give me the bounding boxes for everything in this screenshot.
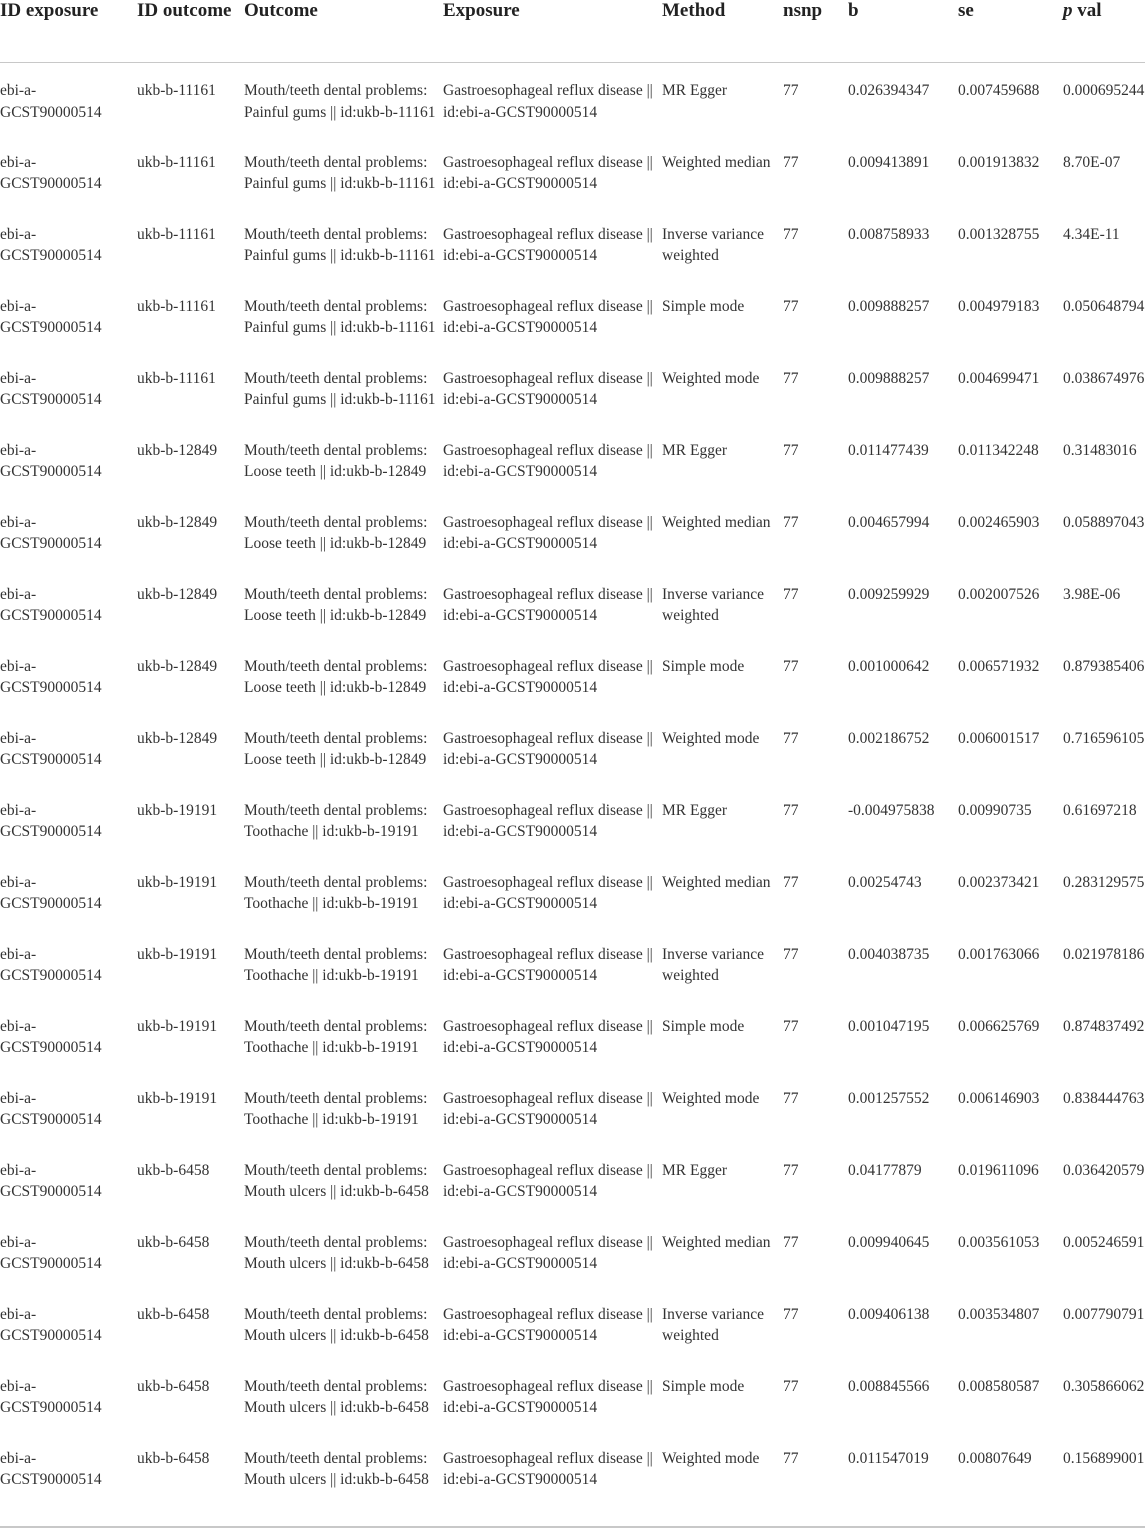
cell-outcome: Mouth/teeth dental problems: Loose teeth || id:ukb-b-12849 [244, 441, 428, 480]
cell-b: 0.011547019 [848, 1449, 929, 1467]
cell-outcome: Mouth/teeth dental problems: Painful gums || id:ukb-b-11161 [244, 297, 436, 336]
cell-id-outcome: ukb-b-6458 [137, 1449, 210, 1467]
table-row [0, 152, 1145, 224]
table-row [0, 1304, 1145, 1376]
header-id-outcome: ID outcome [137, 0, 244, 63]
cell-id-exposure: ebi-a-GCST90000514 [0, 1377, 102, 1416]
cell-outcome: Mouth/teeth dental problems: Painful gums || id:ukb-b-11161 [244, 369, 436, 408]
header-p-val [1063, 0, 1145, 63]
table-bottom-rule [0, 1526, 1145, 1528]
table-row [0, 872, 1145, 944]
cell-exposure: Gastroesophageal reflux disease || id:ebi-a-GCST90000514 [443, 1161, 653, 1200]
cell-id-exposure: ebi-a-GCST90000514 [0, 945, 102, 984]
cell-p-val: 0.879385406 [1063, 657, 1145, 675]
cell-outcome: Mouth/teeth dental problems: Toothache || id:ukb-b-19191 [244, 1017, 428, 1056]
cell-nsnp: 77 [783, 585, 799, 603]
cell-outcome: Mouth/teeth dental problems: Loose teeth || id:ukb-b-12849 [244, 657, 428, 696]
cell-outcome: Mouth/teeth dental problems: Painful gums || id:ukb-b-11161 [244, 82, 436, 121]
cell-outcome: Mouth/teeth dental problems: Mouth ulcers || id:ukb-b-6458 [244, 1377, 429, 1416]
cell-se: 0.002007526 [958, 585, 1040, 603]
table-row [0, 944, 1145, 1016]
cell-method: Inverse variance weighted [662, 585, 764, 624]
header-nsnp: nsnp [783, 0, 848, 63]
cell-id-outcome: ukb-b-19191 [137, 873, 218, 891]
cell-b: 0.009413891 [848, 153, 930, 171]
cell-method: Inverse variance weighted [662, 1305, 764, 1344]
table-body [0, 63, 1145, 1520]
header-method: Method [662, 0, 783, 63]
cell-exposure: Gastroesophageal reflux disease || id:ebi-a-GCST90000514 [443, 225, 653, 264]
table-row [0, 1232, 1145, 1304]
cell-se: 0.004979183 [958, 297, 1040, 315]
cell-nsnp: 77 [783, 873, 799, 891]
cell-method: Weighted median [662, 1233, 771, 1251]
cell-exposure: Gastroesophageal reflux disease || id:ebi-a-GCST90000514 [443, 657, 653, 696]
table-header [0, 0, 1145, 63]
cell-b: 0.00254743 [848, 873, 922, 891]
cell-exposure: Gastroesophageal reflux disease || id:ebi-a-GCST90000514 [443, 873, 653, 912]
cell-id-outcome: ukb-b-6458 [137, 1233, 210, 1251]
cell-id-outcome: ukb-b-19191 [137, 801, 218, 819]
cell-exposure: Gastroesophageal reflux disease || id:ebi-a-GCST90000514 [443, 1449, 653, 1488]
cell-b: 0.001257552 [848, 1089, 930, 1107]
cell-se: 0.001763066 [958, 945, 1040, 963]
cell-id-exposure: ebi-a-GCST90000514 [0, 873, 102, 912]
cell-outcome: Mouth/teeth dental problems: Toothache || id:ukb-b-19191 [244, 801, 428, 840]
cell-b: 0.008758933 [848, 225, 930, 243]
header-b: b [848, 0, 958, 63]
cell-se: 0.006571932 [958, 657, 1040, 675]
cell-id-exposure: ebi-a-GCST90000514 [0, 729, 102, 768]
cell-nsnp: 77 [783, 657, 799, 675]
table-row [0, 512, 1145, 584]
table-row [0, 63, 1145, 152]
cell-id-exposure: ebi-a-GCST90000514 [0, 1305, 102, 1344]
cell-p-val: 0.283129575 [1063, 873, 1145, 891]
table-row [0, 440, 1145, 512]
cell-b: 0.002186752 [848, 729, 930, 747]
cell-id-outcome: ukb-b-12849 [137, 657, 218, 675]
cell-nsnp: 77 [783, 945, 799, 963]
cell-method: MR Egger [662, 82, 728, 99]
cell-nsnp: 77 [783, 1017, 799, 1035]
cell-p-val: 0.036420579 [1063, 1161, 1145, 1179]
cell-se: 0.008580587 [958, 1377, 1040, 1395]
cell-b: 0.009888257 [848, 369, 930, 387]
cell-exposure: Gastroesophageal reflux disease || id:ebi-a-GCST90000514 [443, 513, 653, 552]
cell-p-val: 0.038674976 [1063, 369, 1145, 387]
header-id-exposure: ID exposure [0, 0, 137, 63]
cell-id-exposure: ebi-a-GCST90000514 [0, 297, 102, 336]
cell-id-exposure: ebi-a-GCST90000514 [0, 1089, 102, 1128]
cell-id-outcome: ukb-b-6458 [137, 1161, 210, 1179]
cell-id-outcome: ukb-b-6458 [137, 1377, 210, 1395]
cell-b: 0.026394347 [848, 82, 930, 99]
cell-p-val: 3.98E-06 [1063, 585, 1121, 603]
cell-se: 0.006625769 [958, 1017, 1040, 1035]
cell-b: 0.001000642 [848, 657, 930, 675]
cell-exposure: Gastroesophageal reflux disease || id:ebi-a-GCST90000514 [443, 1089, 653, 1128]
cell-b: -0.004975838 [848, 801, 935, 819]
cell-id-outcome: ukb-b-6458 [137, 1305, 210, 1323]
table-row [0, 224, 1145, 296]
cell-nsnp: 77 [783, 82, 799, 99]
cell-b: 0.001047195 [848, 1017, 930, 1035]
cell-method: Weighted mode [662, 369, 760, 387]
table-row [0, 584, 1145, 656]
table-row [0, 296, 1145, 368]
cell-id-outcome: ukb-b-11161 [137, 153, 216, 171]
cell-exposure: Gastroesophageal reflux disease || id:ebi-a-GCST90000514 [443, 153, 653, 192]
cell-exposure: Gastroesophageal reflux disease || id:ebi-a-GCST90000514 [443, 441, 653, 480]
cell-nsnp: 77 [783, 297, 799, 315]
cell-method: Weighted median [662, 873, 771, 891]
cell-nsnp: 77 [783, 801, 799, 819]
cell-se: 0.003561053 [958, 1233, 1040, 1251]
cell-se: 0.001328755 [958, 225, 1040, 243]
cell-se: 0.001913832 [958, 153, 1040, 171]
cell-method: MR Egger [662, 1161, 728, 1179]
cell-p-val: 0.305866062 [1063, 1377, 1145, 1395]
cell-method: MR Egger [662, 801, 728, 819]
cell-exposure: Gastroesophageal reflux disease || id:ebi-a-GCST90000514 [443, 1017, 653, 1056]
cell-id-outcome: ukb-b-19191 [137, 945, 218, 963]
cell-b: 0.011477439 [848, 441, 929, 459]
cell-b: 0.009940645 [848, 1233, 930, 1251]
cell-exposure: Gastroesophageal reflux disease || id:ebi-a-GCST90000514 [443, 1305, 653, 1344]
cell-b: 0.04177879 [848, 1161, 922, 1179]
cell-id-outcome: ukb-b-12849 [137, 585, 218, 603]
cell-id-outcome: ukb-b-11161 [137, 225, 216, 243]
cell-nsnp: 77 [783, 1161, 799, 1179]
cell-p-val: 0.050648794 [1063, 297, 1145, 315]
cell-id-outcome: ukb-b-11161 [137, 297, 216, 315]
header-p-italic: p [1063, 0, 1073, 21]
cell-method: Simple mode [662, 657, 745, 675]
cell-nsnp: 77 [783, 1449, 799, 1467]
cell-nsnp: 77 [783, 1377, 799, 1395]
cell-id-outcome: ukb-b-12849 [137, 441, 218, 459]
cell-outcome: Mouth/teeth dental problems: Loose teeth || id:ukb-b-12849 [244, 513, 428, 552]
header-outcome: Outcome [244, 0, 443, 63]
table-row [0, 728, 1145, 800]
table-row [0, 1016, 1145, 1088]
cell-id-exposure: ebi-a-GCST90000514 [0, 82, 102, 121]
cell-exposure: Gastroesophageal reflux disease || id:ebi-a-GCST90000514 [443, 945, 653, 984]
header-exposure: Exposure [443, 0, 662, 63]
header-val-text: val [1077, 0, 1102, 21]
cell-method: Weighted mode [662, 1089, 760, 1107]
cell-b: 0.009259929 [848, 585, 930, 603]
cell-p-val: 0.007790791 [1063, 1305, 1145, 1323]
cell-id-exposure: ebi-a-GCST90000514 [0, 801, 102, 840]
cell-p-val: 0.005246591 [1063, 1233, 1145, 1251]
cell-p-val: 0.000695244 [1063, 82, 1145, 99]
cell-outcome: Mouth/teeth dental problems: Toothache || id:ukb-b-19191 [244, 1089, 428, 1128]
cell-method: Simple mode [662, 1017, 745, 1035]
cell-outcome: Mouth/teeth dental problems: Mouth ulcers || id:ukb-b-6458 [244, 1305, 429, 1344]
cell-outcome: Mouth/teeth dental problems: Toothache || id:ukb-b-19191 [244, 873, 428, 912]
cell-se: 0.00990735 [958, 801, 1032, 819]
table-row [0, 1376, 1145, 1448]
cell-se: 0.006001517 [958, 729, 1040, 747]
cell-nsnp: 77 [783, 369, 799, 387]
cell-id-outcome: ukb-b-19191 [137, 1017, 218, 1035]
cell-p-val: 0.874837492 [1063, 1017, 1145, 1035]
table-row [0, 1160, 1145, 1232]
cell-se: 0.003534807 [958, 1305, 1040, 1323]
cell-id-exposure: ebi-a-GCST90000514 [0, 513, 102, 552]
cell-exposure: Gastroesophageal reflux disease || id:ebi-a-GCST90000514 [443, 369, 653, 408]
cell-b: 0.004657994 [848, 513, 930, 531]
cell-outcome: Mouth/teeth dental problems: Loose teeth || id:ukb-b-12849 [244, 729, 428, 768]
cell-p-val: 4.34E-11 [1063, 225, 1120, 243]
cell-method: Inverse variance weighted [662, 225, 764, 264]
header-se: se [958, 0, 1063, 63]
cell-b: 0.009888257 [848, 297, 930, 315]
cell-outcome: Mouth/teeth dental problems: Mouth ulcers || id:ukb-b-6458 [244, 1233, 429, 1272]
cell-exposure: Gastroesophageal reflux disease || id:ebi-a-GCST90000514 [443, 585, 653, 624]
cell-method: Weighted median [662, 153, 771, 171]
cell-method: MR Egger [662, 441, 728, 459]
cell-id-outcome: ukb-b-11161 [137, 82, 216, 99]
cell-id-exposure: ebi-a-GCST90000514 [0, 1449, 102, 1488]
cell-method: Weighted median [662, 513, 771, 531]
cell-b: 0.008845566 [848, 1377, 930, 1395]
cell-se: 0.002465903 [958, 513, 1040, 531]
cell-id-exposure: ebi-a-GCST90000514 [0, 441, 102, 480]
cell-id-exposure: ebi-a-GCST90000514 [0, 225, 102, 264]
cell-exposure: Gastroesophageal reflux disease || id:ebi-a-GCST90000514 [443, 801, 653, 840]
cell-outcome: Mouth/teeth dental problems: Mouth ulcers || id:ukb-b-6458 [244, 1449, 429, 1488]
cell-nsnp: 77 [783, 1233, 799, 1251]
cell-nsnp: 77 [783, 513, 799, 531]
cell-nsnp: 77 [783, 1089, 799, 1107]
cell-p-val: 0.021978186 [1063, 945, 1145, 963]
cell-exposure: Gastroesophageal reflux disease || id:ebi-a-GCST90000514 [443, 1233, 653, 1272]
cell-nsnp: 77 [783, 441, 799, 459]
cell-nsnp: 77 [783, 1305, 799, 1323]
cell-method: Weighted mode [662, 729, 760, 747]
cell-method: Inverse variance weighted [662, 945, 764, 984]
table-row [0, 656, 1145, 728]
cell-id-exposure: ebi-a-GCST90000514 [0, 657, 102, 696]
table-row [0, 1088, 1145, 1160]
cell-exposure: Gastroesophageal reflux disease || id:ebi-a-GCST90000514 [443, 297, 653, 336]
cell-outcome: Mouth/teeth dental problems: Painful gums || id:ukb-b-11161 [244, 153, 436, 192]
cell-method: Simple mode [662, 297, 745, 315]
cell-se: 0.019611096 [958, 1161, 1039, 1179]
cell-p-val: 8.70E-07 [1063, 153, 1121, 171]
cell-id-outcome: ukb-b-12849 [137, 729, 218, 747]
cell-id-exposure: ebi-a-GCST90000514 [0, 369, 102, 408]
cell-se: 0.007459688 [958, 82, 1040, 99]
cell-id-exposure: ebi-a-GCST90000514 [0, 153, 102, 192]
cell-outcome: Mouth/teeth dental problems: Painful gums || id:ukb-b-11161 [244, 225, 436, 264]
cell-method: Simple mode [662, 1377, 745, 1395]
cell-nsnp: 77 [783, 225, 799, 243]
cell-id-outcome: ukb-b-11161 [137, 369, 216, 387]
cell-nsnp: 77 [783, 729, 799, 747]
cell-p-val: 0.31483016 [1063, 441, 1137, 459]
cell-exposure: Gastroesophageal reflux disease || id:ebi-a-GCST90000514 [443, 729, 653, 768]
cell-exposure: Gastroesophageal reflux disease || id:ebi-a-GCST90000514 [443, 82, 653, 121]
cell-se: 0.00807649 [958, 1449, 1032, 1467]
cell-b: 0.004038735 [848, 945, 930, 963]
cell-outcome: Mouth/teeth dental problems: Mouth ulcers || id:ukb-b-6458 [244, 1161, 429, 1200]
cell-outcome: Mouth/teeth dental problems: Toothache || id:ukb-b-19191 [244, 945, 428, 984]
cell-p-val: 0.156899001 [1063, 1449, 1145, 1467]
cell-se: 0.011342248 [958, 441, 1039, 459]
cell-id-exposure: ebi-a-GCST90000514 [0, 585, 102, 624]
cell-b: 0.009406138 [848, 1305, 930, 1323]
cell-se: 0.002373421 [958, 873, 1040, 891]
cell-method: Weighted mode [662, 1449, 760, 1467]
cell-id-exposure: ebi-a-GCST90000514 [0, 1161, 102, 1200]
cell-id-outcome: ukb-b-12849 [137, 513, 218, 531]
cell-p-val: 0.716596105 [1063, 729, 1145, 747]
cell-p-val: 0.838444763 [1063, 1089, 1145, 1107]
cell-nsnp: 77 [783, 153, 799, 171]
cell-p-val: 0.058897043 [1063, 513, 1145, 531]
cell-p-val: 0.61697218 [1063, 801, 1137, 819]
cell-outcome: Mouth/teeth dental problems: Loose teeth || id:ukb-b-12849 [244, 585, 428, 624]
cell-id-exposure: ebi-a-GCST90000514 [0, 1233, 102, 1272]
cell-exposure: Gastroesophageal reflux disease || id:ebi-a-GCST90000514 [443, 1377, 653, 1416]
cell-se: 0.006146903 [958, 1089, 1040, 1107]
table-row [0, 368, 1145, 440]
cell-se: 0.004699471 [958, 369, 1040, 387]
cell-id-outcome: ukb-b-19191 [137, 1089, 218, 1107]
table-row [0, 1448, 1145, 1520]
cell-id-exposure: ebi-a-GCST90000514 [0, 1017, 102, 1056]
table-row [0, 800, 1145, 872]
